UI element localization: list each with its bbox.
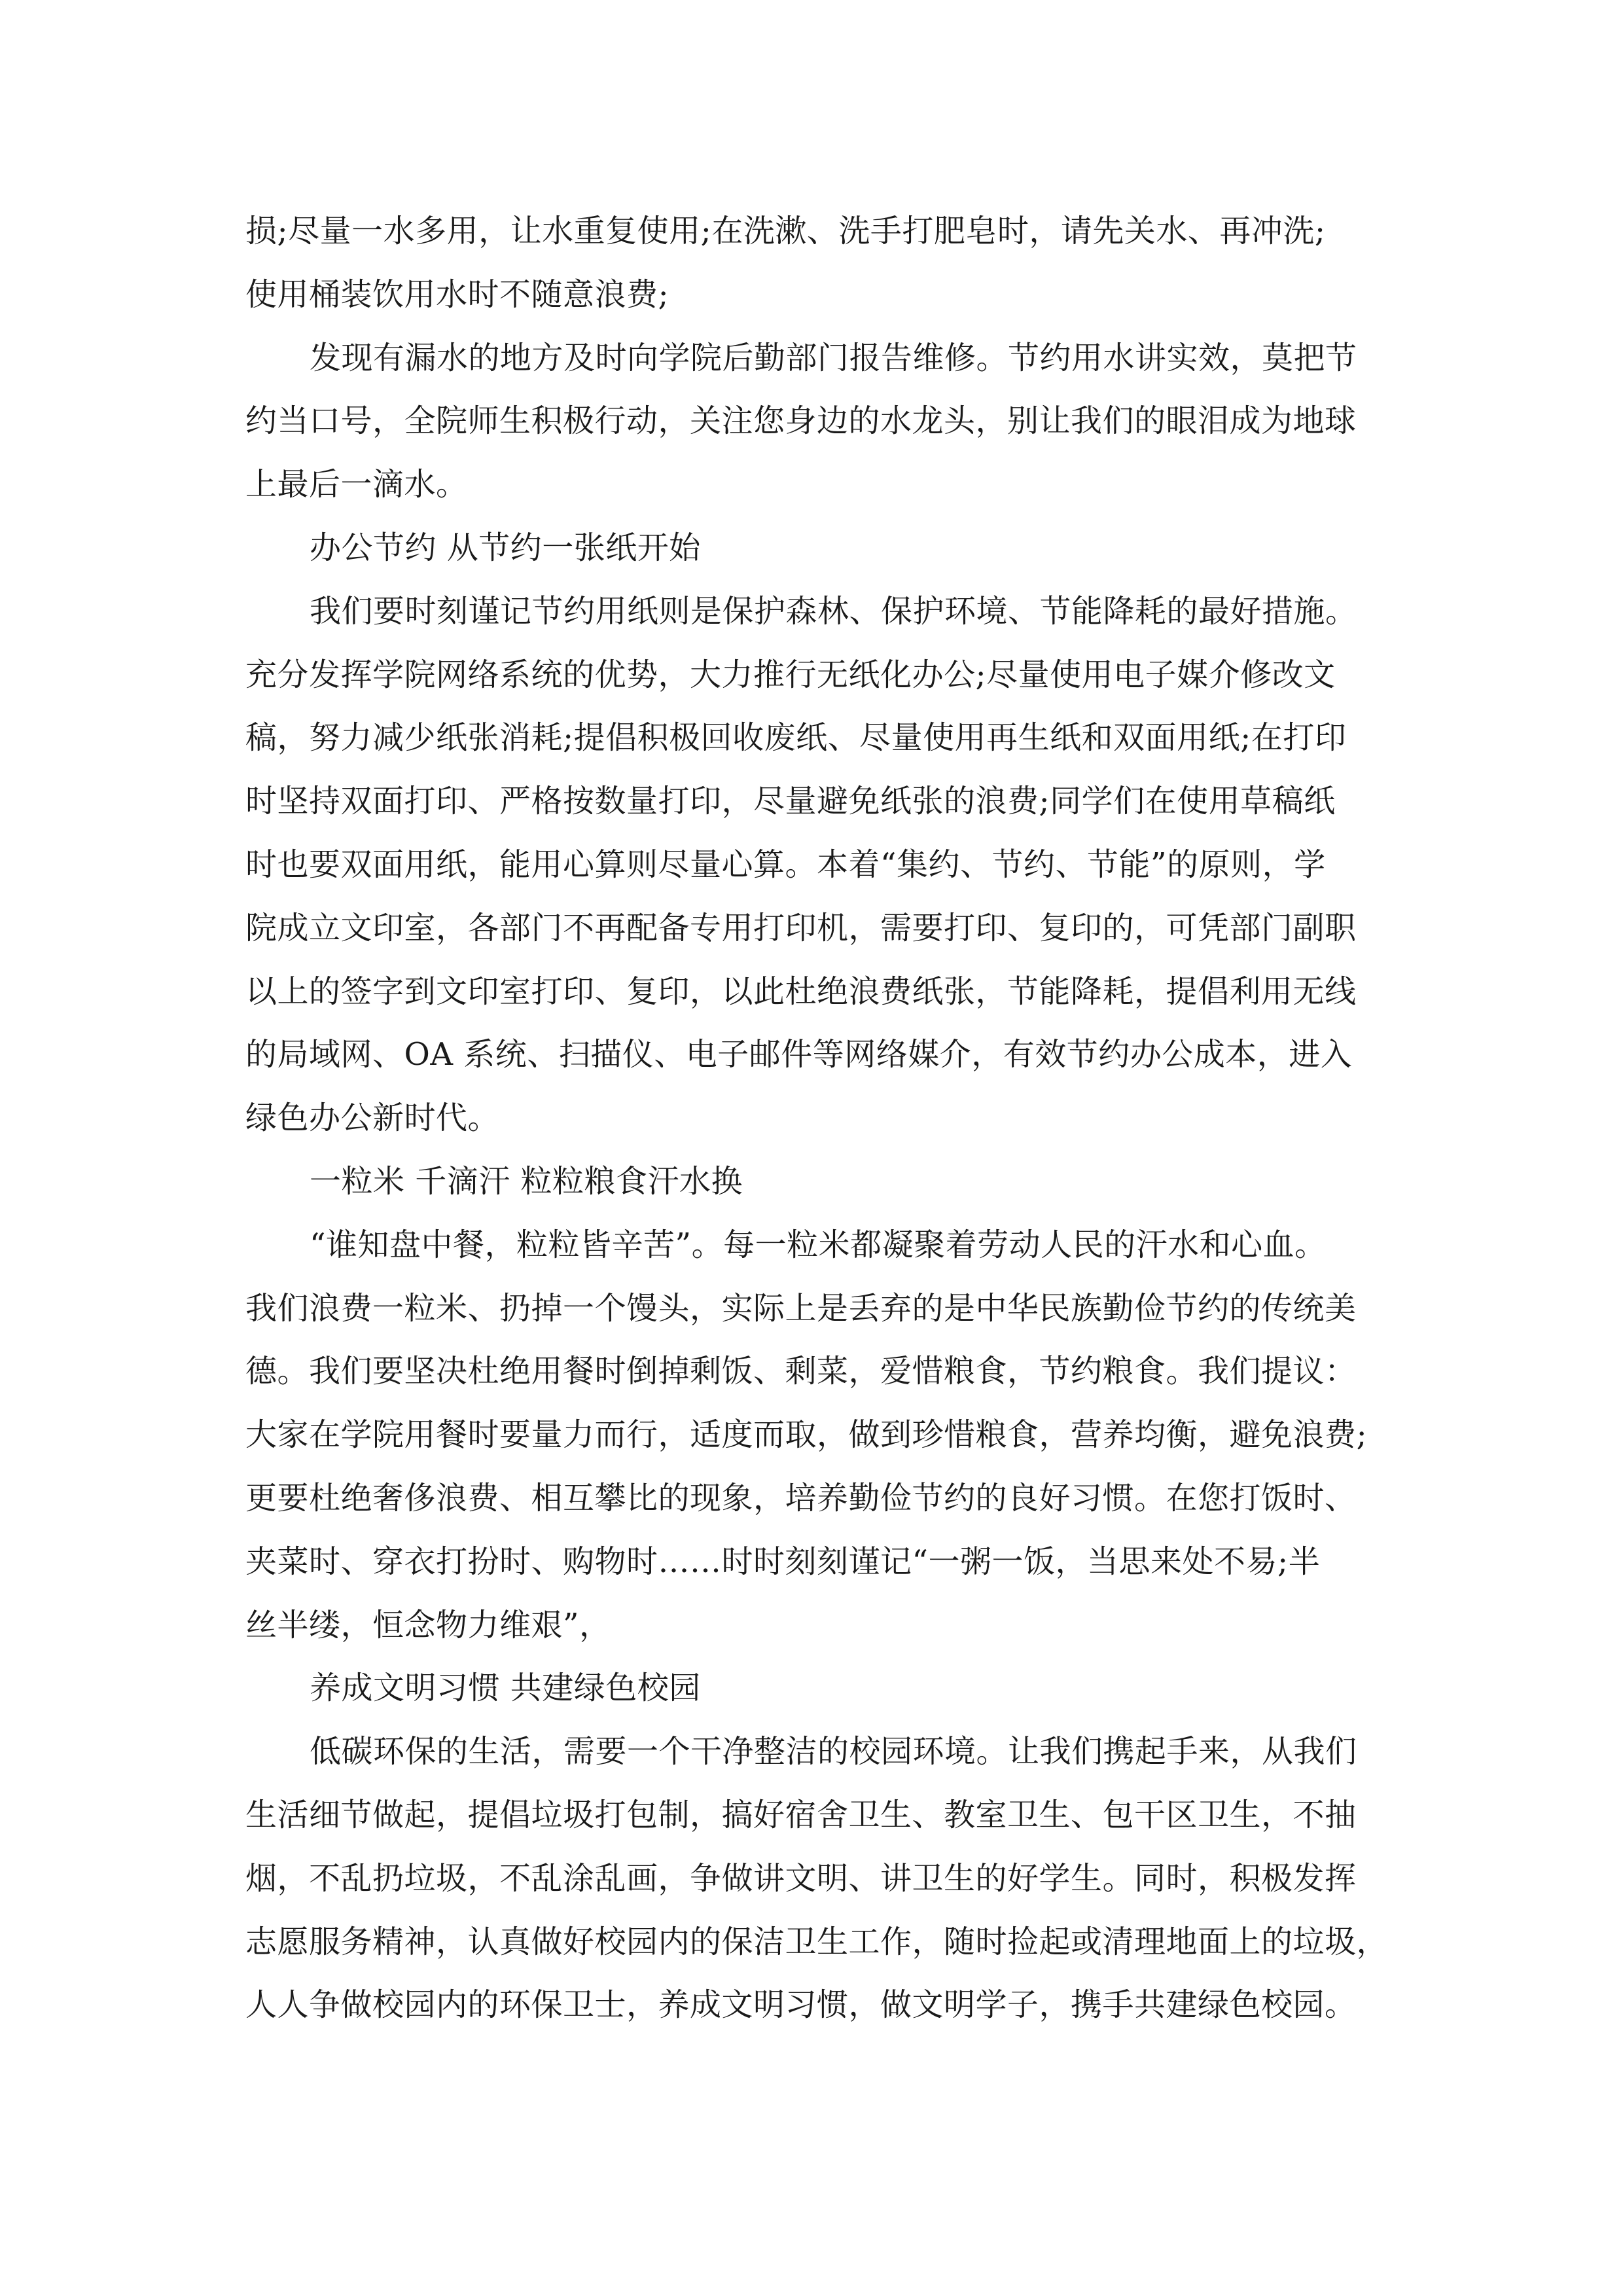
text-line: 我们浪费一粒米、扔掉一个馒头，实际上是丢弃的是中华民族勤俭节约的传统美 xyxy=(245,1289,1357,1327)
text-line: 更要杜绝奢侈浪费、相互攀比的现象，培养勤俭节约的良好习惯。在您打饭时、 xyxy=(245,1479,1357,1516)
text-line: 时也要双面用纸，能用心算则尽量心算。本着“集约、节约、节能”的原则，学 xyxy=(245,846,1326,883)
text-line: 以上的签字到文印室打印、复印，以此杜绝浪费纸张，节能降耗，提倡利用无线 xyxy=(245,973,1357,1010)
text-line: 约当口号，全院师生积极行动，关注您身边的水龙头，别让我们的眼泪成为地球 xyxy=(245,403,1357,440)
text-line: 损;尽量一水多用，让水重复使用;在洗漱、洗手打肥皂时，请先关水、再冲洗; xyxy=(245,213,1326,249)
text-line: 德。我们要坚决杜绝用餐时倒掉剩饭、剩菜，爱惜粮食，节约粮食。我们提议： xyxy=(245,1353,1357,1390)
paragraph-start-line: 我们要时刻谨记节约用纸则是保护森林、保护环境、节能降耗的最好措施。 xyxy=(310,592,1357,630)
text-line: 上最后一滴水。 xyxy=(245,466,468,503)
text-line: 充分发挥学院网络系统的优势，大力推行无纸化办公;尽量使用电子媒介修改文 xyxy=(245,656,1336,693)
text-line: 夹菜时、穿衣打扮时、购物时……时时刻刻谨记“一粥一饭，当思来处不易;半 xyxy=(245,1543,1321,1580)
text-line: 绿色办公新时代。 xyxy=(245,1100,500,1137)
text-line: 的局域网、OA 系统、扫描仪、电子邮件等网络媒介，有效节约办公成本，进入 xyxy=(245,1036,1353,1073)
section-heading: 办公节约 从节约一张纸开始 xyxy=(310,529,701,566)
paragraph-start-line: 低碳环保的生活，需要一个干净整洁的校园环境。让我们携起手来，从我们 xyxy=(310,1733,1357,1770)
section-heading: 一粒米 千滴汗 粒粒粮食汗水换 xyxy=(310,1162,743,1200)
paragraph-start-line: “谁知盘中餐，粒粒皆辛苦”。每一粒米都凝聚着劳动人民的汗水和心血。 xyxy=(310,1226,1327,1263)
text-line: 烟，不乱扔垃圾，不乱涂乱画，争做讲文明、讲卫生的好学生。同时，积极发挥 xyxy=(245,1859,1357,1897)
text-line: 人人争做校园内的环保卫士，养成文明习惯，做文明学子，携手共建绿色校园。 xyxy=(245,1986,1357,2024)
section-heading: 养成文明习惯 共建绿色校园 xyxy=(310,1670,701,1707)
text-line: 使用桶装饮用水时不随意浪费; xyxy=(245,276,669,313)
document-body xyxy=(245,200,1391,2037)
text-line: 生活细节做起，提倡垃圾打包制，搞好宿舍卫生、教室卫生、包干区卫生，不抽 xyxy=(245,1796,1357,1833)
text-line: 时坚持双面打印、严格按数量打印，尽量避免纸张的浪费;同学们在使用草稿纸 xyxy=(245,783,1336,820)
text-line: 志愿服务精神，认真做好校园内的保洁卫生工作，随时捡起或清理地面上的垃圾， xyxy=(245,1923,1389,1960)
text-line: 稿，努力减少纸张消耗;提倡积极回收废纸、尽量使用再生纸和双面用纸;在打印 xyxy=(245,719,1347,757)
text-line: 大家在学院用餐时要量力而行，适度而取，做到珍惜粮食，营养均衡，避免浪费; xyxy=(245,1416,1368,1454)
paragraph-start-line: 发现有漏水的地方及时向学院后勤部门报告维修。节约用水讲实效，莫把节 xyxy=(310,339,1357,376)
text-line: 丝半缕，恒念物力维艰”， xyxy=(245,1606,611,1643)
text-line: 院成立文印室，各部门不再配备专用打印机，需要打印、复印的，可凭部门副职 xyxy=(245,909,1357,946)
